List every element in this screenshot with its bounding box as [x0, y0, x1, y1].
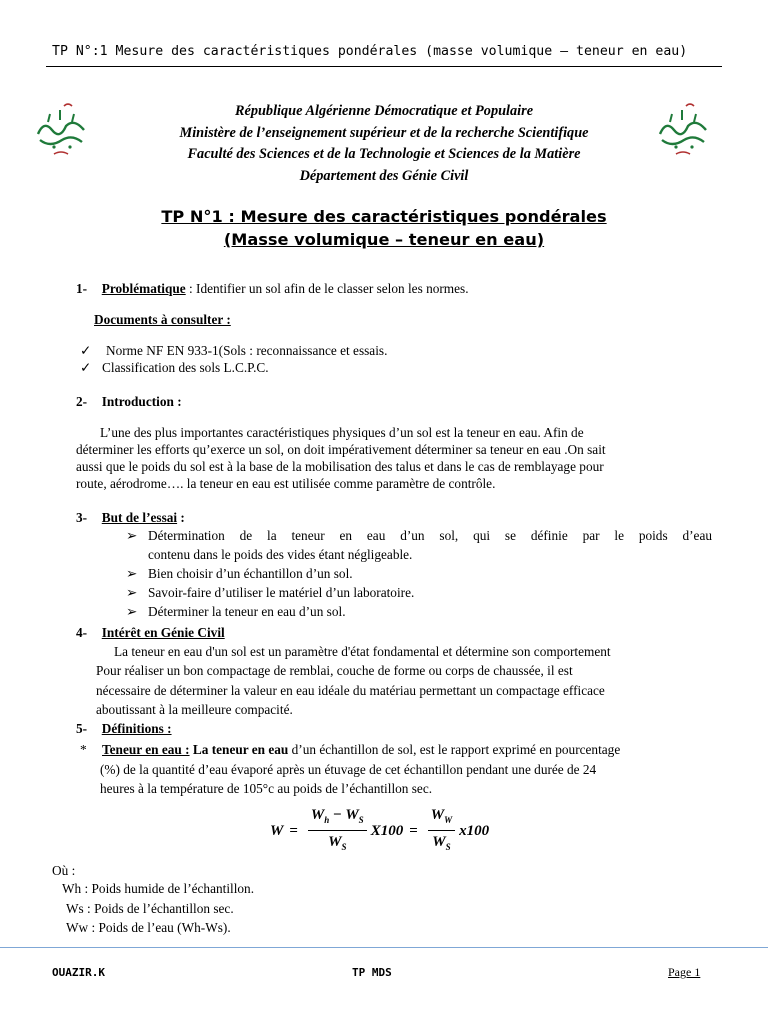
definition-line: (%) de la quantité d’eau évaporé après un étuvage de cet échantillon pendant une durée de 24	[100, 762, 597, 777]
definition-term: Teneur en eau :	[102, 742, 190, 757]
title-line-2: (Masse volumique – teneur en eau)	[223, 230, 545, 249]
header-rule	[46, 66, 722, 67]
title-line-1: TP N°1 : Mesure des caractéristiques pondérales	[161, 207, 607, 226]
paragraph-line: aboutissant à la meilleure compacité.	[96, 702, 293, 717]
checklist-item: ✓ Norme NF EN 933-1(Sols : reconnaissance et essais.	[80, 342, 387, 361]
list-item-continued: contenu dans le poids des vides étant négligeable.	[148, 547, 413, 562]
paragraph-line: L’une des plus importantes caractéristiques physiques d’un sol est la teneur en eau. Afin de	[100, 425, 584, 440]
section-problematique	[76, 280, 469, 299]
section-heading: But de l’essai	[101, 510, 178, 525]
running-header: TP N°:1 Mesure des caractéristiques pondérales (masse volumique – teneur en eau)	[52, 44, 688, 59]
paragraph-line: La teneur en eau d'un sol est un paramètre d'état fondamental et détermine son comportement	[114, 644, 611, 659]
section-number: 1-	[76, 281, 88, 296]
paragraph-line: déterminer les efforts qu’exerce un sol, on doit impérativement déterminer sa teneur en eau .On sait	[76, 442, 606, 457]
variable-definition: Ws : Poids de l’échantillon sec.	[66, 901, 234, 916]
institution-republic: République Algérienne Démocratique et Populaire	[234, 103, 534, 119]
definition-line: * Teneur en eau : La teneur en eau d’un échantillon de sol, est le rapport exprimé en pourcentage	[80, 742, 621, 757]
section-text: : Identifier un sol afin de le classer selon les normes.	[185, 281, 469, 296]
section-heading: Introduction :	[101, 394, 182, 409]
list-item: ➢ Détermination de la teneur en eau d’un sol, qui se définie par le poids d’eau	[126, 527, 712, 546]
university-seal-left	[30, 100, 92, 162]
definition-line: heures à la température de 105°c au poids de l’échantillon sec.	[100, 781, 433, 796]
arrow-bullet-icon: ➢	[126, 604, 138, 619]
documents-heading: Documents à consulter :	[94, 312, 231, 327]
arrow-bullet-icon: ➢	[126, 585, 138, 600]
paragraph-line: route, aérodrome…. la teneur en eau est utilisée comme paramètre de contrôle.	[76, 476, 496, 491]
variable-definition: Ww : Poids de l’eau (Wh-Ws).	[66, 920, 231, 935]
water-content-formula: W = $\frac{W_h - W_S}{W_S}$ X100 = $\frac{W_W}{W_S}$ x100	[270, 806, 489, 856]
footer-author: OUAZIR.K	[52, 966, 105, 979]
section-heading: Problématique	[101, 281, 186, 296]
variable-definition: Wh : Poids humide de l’échantillon.	[62, 881, 255, 896]
footer-course: TP MDS	[352, 966, 392, 979]
section-introduction: 2- Introduction :	[76, 394, 182, 409]
arrow-bullet-icon: ➢	[126, 528, 138, 543]
where-label: Où :	[52, 863, 76, 878]
section-definitions: 5- Définitions :	[76, 721, 172, 736]
fraction: $\frac{W_h - W_S}{W_S}$	[308, 806, 367, 856]
footer-rule	[0, 947, 768, 948]
list-item: ➢ Savoir-faire d’utiliser le matériel d’un laboratoire.	[126, 584, 414, 603]
document-title	[100, 205, 668, 251]
check-icon: ✓	[80, 343, 92, 358]
checklist-item: ✓ Classification des sols L.C.P.C.	[80, 359, 269, 378]
section-heading: Intérêt en Génie Civil	[101, 625, 225, 640]
paragraph-line: nécessaire de déterminer la valeur en eau idéale du matériau permettant un compactage efficace	[96, 683, 605, 698]
list-item: ➢ Bien choisir d’un échantillon d’un sol.	[126, 565, 353, 584]
institution-ministry: Ministère de l’enseignement supérieur et de la recherche Scientifique	[179, 124, 589, 141]
list-item: ➢ Déterminer la teneur en eau d’un sol.	[126, 603, 346, 622]
institution-faculty: Faculté des Sciences et de la Technologie et Sciences de la Matière	[187, 146, 581, 162]
institution-department: Département des Génie Civil	[299, 167, 469, 184]
section-interet: 4- Intérêt en Génie Civil	[76, 625, 225, 640]
fraction: $\frac{W_W}{W_S}$	[428, 806, 455, 856]
paragraph-line: aussi que le poids du sol est à la base de la mobilisation des talus et dans le cas de remblayage pour	[76, 459, 604, 474]
check-icon: ✓	[80, 360, 92, 375]
university-seal-right	[652, 100, 714, 162]
institution-block	[130, 101, 638, 187]
page-number: Page 1	[668, 965, 701, 979]
paragraph-line: Pour réaliser un bon compactage de remblai, couche de forme ou corps de chaussée, il est	[96, 663, 573, 678]
section-but-essai: 3- But de l’essai :	[76, 510, 185, 525]
section-heading: Définitions :	[101, 721, 172, 736]
arrow-bullet-icon: ➢	[126, 566, 138, 581]
